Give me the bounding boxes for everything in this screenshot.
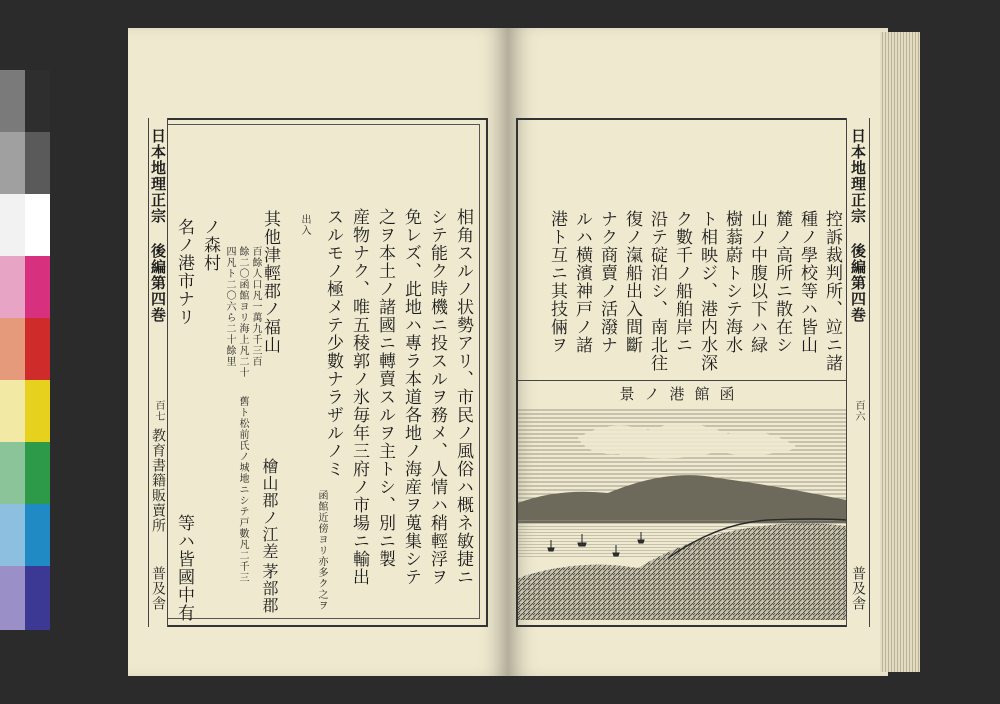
sub-tail-kayabe: 茅部郡 (260, 563, 279, 614)
sub-column-6: 名ノ港市ナリ (174, 218, 194, 326)
right-column-2: 種ノ學校等ハ皆山 (797, 210, 817, 354)
calibration-swatch (0, 70, 25, 134)
right-margin-title: 日本地理正宗 (849, 128, 867, 224)
publisher-tail: 普及舎 (150, 566, 166, 611)
calibration-swatch (25, 256, 50, 320)
calibration-swatch (25, 380, 50, 444)
right-margin-volume: 後編第四巻 (849, 243, 867, 323)
right-column-1: 控訴裁判所、竝ニ諸 (822, 210, 842, 372)
calibration-swatch (25, 504, 50, 568)
calibration-swatch (25, 566, 50, 630)
body-column-1: 相角スルノ状勢アリ、市民ノ風俗ハ概ネ敏捷ニ (453, 208, 473, 586)
right-page-number: 百六 (853, 400, 864, 422)
margin-volume: 後編第四巻 (149, 243, 167, 323)
calibration-swatch (0, 256, 25, 320)
right-publisher-tail: 普及舎 (850, 566, 866, 611)
calibration-swatch (25, 194, 50, 258)
calibration-swatch (0, 194, 25, 258)
right-column-3: 麓ノ高所ニ散在シ (772, 210, 792, 354)
calibration-swatch (25, 318, 50, 382)
right-column-10: ナク商賣ノ活潑ナ (597, 210, 617, 354)
open-book (128, 28, 920, 676)
body-column-3: 免レズ、此地ハ專ラ本道各地ノ海産ヲ蒐集シテ (401, 208, 421, 586)
calibration-swatch (0, 318, 25, 382)
calibration-swatch (0, 132, 25, 196)
note-small: 函館近傍ヨリ亦多ク之ヲ (316, 490, 327, 611)
right-column-8: 沿テ碇泊シ、南北往 (647, 210, 667, 372)
sub-tail-esashi: 檜山郡ノ江差 (260, 458, 279, 560)
right-page (508, 28, 888, 676)
color-calibration-strip (0, 70, 50, 632)
body-column-6: スルモノ極メテ少數ナラザルノミ (323, 208, 343, 478)
right-column-9: 復ノ滊船出入間斷 (622, 210, 642, 354)
sub-tail-note: 舊ト松前氏ノ城地ニシテ戸數凡二千三 (237, 396, 248, 583)
right-column-4: 山ノ中腹以下ハ緑 (747, 210, 767, 354)
right-column-12: 港ト互ニ其技倆ヲ (547, 210, 567, 354)
sub-column-1: 其他津輕郡ノ福山 (260, 210, 280, 354)
left-page (128, 28, 508, 676)
calibration-swatch (25, 70, 50, 134)
note-block: 出入 (299, 214, 310, 236)
publisher-name: 教育書籍販賣所 (150, 428, 166, 533)
sub-column-5: ノ森村 (200, 218, 220, 272)
harbor-engraving (518, 408, 846, 620)
sub-column-2: 百餘人口凡一萬九千三百 (250, 246, 261, 367)
calibration-swatch (0, 442, 25, 506)
right-column-11: ルハ横濱神戸ノ諸 (572, 210, 592, 354)
calibration-swatch (0, 380, 25, 444)
sub-tail-end: 等ハ皆國中有 (174, 514, 194, 622)
page-edges (880, 32, 920, 672)
hakodate-harbor-illustration (518, 408, 846, 620)
right-column-7: ク數千ノ船舶岸ニ (672, 210, 692, 354)
right-column-5: 樹蓊蔚トシテ海水 (722, 210, 742, 354)
body-column-4: 之ヲ本土ノ諸國ニ轉賣スルヲ主トシ、別ニ製 (375, 208, 395, 568)
sub-column-4: 四凡ト二〇六ら二十餘里 (224, 246, 235, 367)
calibration-swatch (0, 566, 25, 630)
calibration-swatch (25, 442, 50, 506)
right-column-6: ト相映ジ、港内水深 (697, 210, 717, 372)
illustration-caption: 景ノ港館函 (619, 385, 745, 403)
body-column-2: シテ能ク時機ニ投スルヲ務メ、人情ハ稍輕浮ヲ (427, 208, 447, 586)
calibration-swatch (0, 504, 25, 568)
page-number: 百七 (153, 400, 164, 422)
margin-title: 日本地理正宗 (149, 128, 167, 224)
calibration-swatch (25, 132, 50, 196)
sub-column-3: 餘二〇函館ヨリ海上凡二十 (237, 246, 248, 378)
body-column-5: 産物ナク、唯五稜郭ノ氷毎年三府ノ市場ニ輸出 (349, 208, 369, 586)
